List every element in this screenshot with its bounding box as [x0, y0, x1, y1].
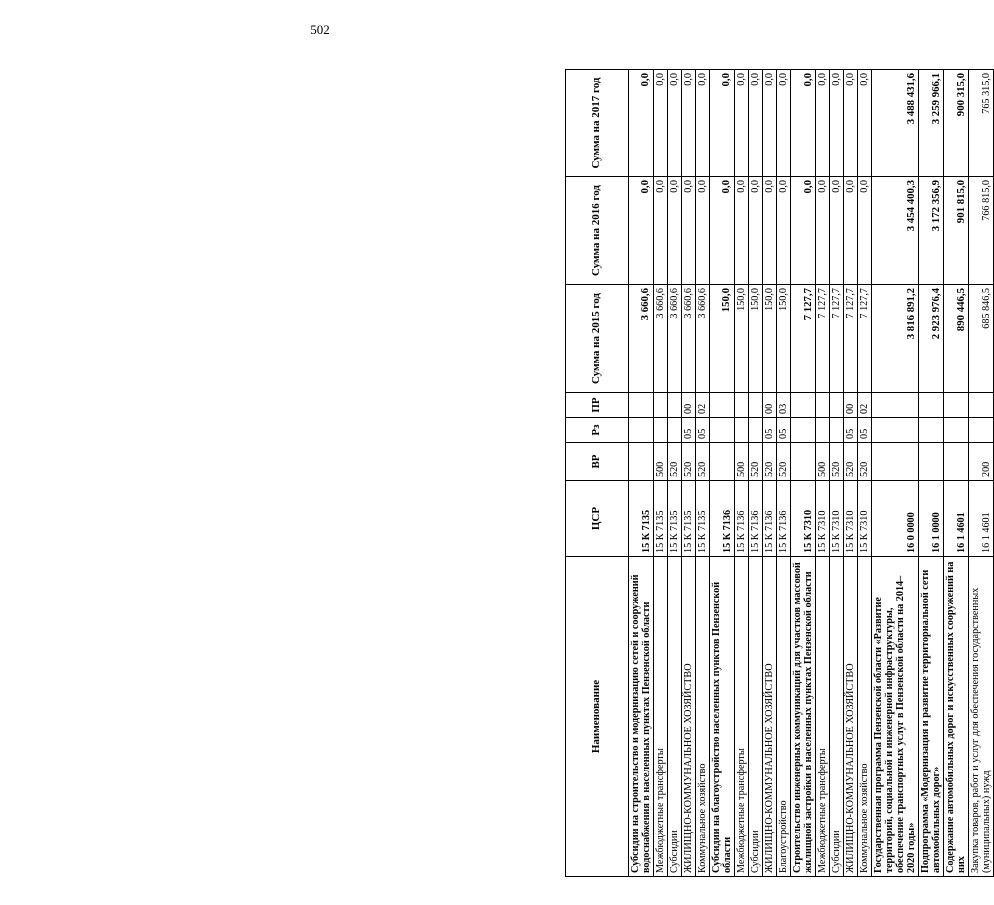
- cell-pr: [969, 393, 994, 418]
- table-row: [629, 70, 654, 877]
- cell-sum-2016: 766 815,0: [969, 177, 994, 285]
- cell-csr: 16 1 4601: [944, 481, 969, 557]
- cell-name: Субсидии: [830, 557, 844, 877]
- cell-sum-2017: 0,0: [791, 70, 816, 177]
- cell-sum-2016: 0,0: [682, 177, 696, 285]
- cell-rz: [710, 418, 735, 443]
- cell-name: Субсидии: [668, 557, 682, 877]
- cell-sum-2016: 3 454 400,3: [872, 177, 919, 285]
- cell-name: Коммунальное хозяйство: [858, 557, 872, 877]
- cell-csr: 15 К 7310: [791, 481, 816, 557]
- cell-vr: 500: [654, 443, 668, 481]
- cell-sum-2017: 0,0: [749, 70, 763, 177]
- cell-csr: 15 К 7310: [858, 481, 872, 557]
- cell-sum-2015: 7 127,7: [816, 285, 830, 393]
- cell-vr: 520: [858, 443, 872, 481]
- table-row: [816, 70, 830, 877]
- cell-name: Закупка товаров, работ и услуг для обеспечения государственных (муниципальных) нужд: [969, 557, 994, 877]
- cell-sum-2016: 0,0: [816, 177, 830, 285]
- cell-rz: 05: [777, 418, 791, 443]
- cell-sum-2016: 0,0: [791, 177, 816, 285]
- cell-csr: 16 0 0000: [872, 481, 919, 557]
- cell-sum-2016: 0,0: [668, 177, 682, 285]
- cell-vr: [944, 443, 969, 481]
- cell-pr: 00: [763, 393, 777, 418]
- rotated-table-wrapper: [565, 69, 994, 877]
- table-row: [858, 70, 872, 877]
- table-row: [749, 70, 763, 877]
- cell-sum-2015: 890 446,5: [944, 285, 969, 393]
- cell-rz: 05: [858, 418, 872, 443]
- header-sum-2015: Сумма на 2015 год: [566, 285, 629, 393]
- table-row: [696, 70, 710, 877]
- table-row: [710, 70, 735, 877]
- header-name: Наименование: [566, 557, 629, 877]
- cell-sum-2015: 3 660,6: [629, 285, 654, 393]
- cell-pr: 00: [844, 393, 858, 418]
- cell-vr: 520: [682, 443, 696, 481]
- cell-sum-2016: 0,0: [749, 177, 763, 285]
- cell-sum-2016: 0,0: [777, 177, 791, 285]
- cell-sum-2016: 901 815,0: [944, 177, 969, 285]
- cell-sum-2015: 3 660,6: [682, 285, 696, 393]
- cell-sum-2017: 0,0: [844, 70, 858, 177]
- table-row: [944, 70, 969, 877]
- header-row: [566, 70, 629, 877]
- cell-name: Межбюджетные трансферты: [735, 557, 749, 877]
- cell-name: Субсидии на строительство и модернизацию сетей и сооружений водоснабжения в населенных пунктах Пензенской области: [629, 557, 654, 877]
- page-number: 502: [310, 22, 330, 37]
- cell-name: Субсидии: [749, 557, 763, 877]
- table-row: [654, 70, 668, 877]
- cell-name: ЖИЛИЩНО-КОММУНАЛЬНОЕ ХОЗЯЙСТВО: [844, 557, 858, 877]
- cell-sum-2017: 0,0: [816, 70, 830, 177]
- cell-pr: 03: [777, 393, 791, 418]
- cell-sum-2016: 0,0: [830, 177, 844, 285]
- cell-vr: [710, 443, 735, 481]
- cell-rz: [816, 418, 830, 443]
- cell-name: Благоустройство: [777, 557, 791, 877]
- cell-sum-2016: 0,0: [696, 177, 710, 285]
- cell-csr: 15 К 7136: [777, 481, 791, 557]
- cell-csr: 15 К 7136: [749, 481, 763, 557]
- cell-rz: 05: [844, 418, 858, 443]
- cell-sum-2016: 0,0: [844, 177, 858, 285]
- cell-rz: [735, 418, 749, 443]
- table-body: [629, 70, 994, 877]
- cell-pr: [944, 393, 969, 418]
- cell-pr: [654, 393, 668, 418]
- cell-csr: 15 К 7135: [696, 481, 710, 557]
- cell-sum-2015: 150,0: [749, 285, 763, 393]
- cell-name: Государственная программа Пензенской области «Развитие территорий, социальной и инженерной инфраструктуры, обеспечение транспортных услуг в Пензенской области на 2014–2020 годы»: [872, 557, 919, 877]
- header-vr: ВР: [566, 443, 629, 481]
- cell-vr: 520: [777, 443, 791, 481]
- cell-sum-2017: 765 315,0: [969, 70, 994, 177]
- cell-sum-2017: 900 315,0: [944, 70, 969, 177]
- cell-sum-2017: 0,0: [654, 70, 668, 177]
- cell-sum-2015: 7 127,7: [858, 285, 872, 393]
- cell-rz: [629, 418, 654, 443]
- table-row: [682, 70, 696, 877]
- cell-sum-2015: 3 816 891,2: [872, 285, 919, 393]
- cell-name: Строительство инженерных коммуникаций для участков массовой жилищной застройки в населенных пунктах Пензенской области: [791, 557, 816, 877]
- header-csr: ЦСР: [566, 481, 629, 557]
- cell-sum-2017: 0,0: [763, 70, 777, 177]
- cell-pr: [816, 393, 830, 418]
- table-row: [791, 70, 816, 877]
- cell-vr: 520: [668, 443, 682, 481]
- cell-rz: [919, 418, 944, 443]
- cell-name: Межбюджетные трансферты: [654, 557, 668, 877]
- cell-pr: [629, 393, 654, 418]
- cell-csr: 16 1 4601: [969, 481, 994, 557]
- cell-vr: [872, 443, 919, 481]
- cell-csr: 15 К 7135: [682, 481, 696, 557]
- cell-sum-2016: 0,0: [858, 177, 872, 285]
- header-pr: ПР: [566, 393, 629, 418]
- table-row: [919, 70, 944, 877]
- budget-table: [565, 69, 994, 877]
- cell-rz: [969, 418, 994, 443]
- cell-pr: [668, 393, 682, 418]
- cell-name: ЖИЛИЩНО-КОММУНАЛЬНОЕ ХОЗЯЙСТВО: [682, 557, 696, 877]
- cell-sum-2015: 7 127,7: [830, 285, 844, 393]
- cell-pr: 02: [858, 393, 872, 418]
- cell-csr: 15 К 7136: [710, 481, 735, 557]
- cell-sum-2015: 3 660,6: [654, 285, 668, 393]
- header-sum-2017: Сумма на 2017 год: [566, 70, 629, 177]
- cell-vr: [791, 443, 816, 481]
- cell-pr: [830, 393, 844, 418]
- cell-sum-2017: 0,0: [629, 70, 654, 177]
- cell-pr: 00: [682, 393, 696, 418]
- table-row: [763, 70, 777, 877]
- cell-vr: 500: [735, 443, 749, 481]
- cell-rz: 05: [763, 418, 777, 443]
- cell-csr: 15 К 7136: [763, 481, 777, 557]
- cell-vr: [919, 443, 944, 481]
- cell-name: Субсидии на благоустройство населенных пунктов Пензенской области: [710, 557, 735, 877]
- cell-sum-2016: 3 172 356,9: [919, 177, 944, 285]
- cell-sum-2015: 3 660,6: [696, 285, 710, 393]
- cell-vr: [629, 443, 654, 481]
- cell-name: Содержание автомобильных дорог и искусственных сооружений на них: [944, 557, 969, 877]
- cell-csr: 15 К 7136: [735, 481, 749, 557]
- cell-sum-2017: 0,0: [735, 70, 749, 177]
- cell-csr: 15 К 7310: [844, 481, 858, 557]
- table-row: [872, 70, 919, 877]
- cell-pr: [735, 393, 749, 418]
- cell-sum-2016: 0,0: [710, 177, 735, 285]
- cell-sum-2016: 0,0: [629, 177, 654, 285]
- cell-vr: 520: [844, 443, 858, 481]
- cell-sum-2015: 150,0: [777, 285, 791, 393]
- cell-pr: [710, 393, 735, 418]
- cell-sum-2017: 3 488 431,6: [872, 70, 919, 177]
- cell-csr: 15 К 7135: [668, 481, 682, 557]
- table-row: [844, 70, 858, 877]
- cell-csr: 15 К 7310: [816, 481, 830, 557]
- table-row: [668, 70, 682, 877]
- cell-sum-2017: 0,0: [696, 70, 710, 177]
- cell-vr: 520: [696, 443, 710, 481]
- cell-name: Межбюджетные трансферты: [816, 557, 830, 877]
- cell-sum-2015: 150,0: [763, 285, 777, 393]
- cell-sum-2017: 0,0: [830, 70, 844, 177]
- cell-sum-2016: 0,0: [654, 177, 668, 285]
- cell-sum-2017: 0,0: [777, 70, 791, 177]
- cell-rz: [791, 418, 816, 443]
- cell-rz: [872, 418, 919, 443]
- cell-sum-2015: 7 127,7: [844, 285, 858, 393]
- header-sum-2016: Сумма на 2016 год: [566, 177, 629, 285]
- cell-sum-2015: 150,0: [735, 285, 749, 393]
- cell-csr: 15 К 7310: [830, 481, 844, 557]
- cell-vr: 520: [830, 443, 844, 481]
- cell-name: Подпрограмма «Модернизация и развитие территориальной сети автомобильных дорог»: [919, 557, 944, 877]
- cell-rz: [654, 418, 668, 443]
- cell-name: ЖИЛИЩНО-КОММУНАЛЬНОЕ ХОЗЯЙСТВО: [763, 557, 777, 877]
- cell-pr: [791, 393, 816, 418]
- cell-csr: 16 1 0000: [919, 481, 944, 557]
- cell-sum-2017: 3 259 966,1: [919, 70, 944, 177]
- cell-sum-2017: 0,0: [668, 70, 682, 177]
- table-row: [830, 70, 844, 877]
- cell-pr: [919, 393, 944, 418]
- cell-vr: 500: [816, 443, 830, 481]
- cell-sum-2017: 0,0: [858, 70, 872, 177]
- cell-sum-2017: 0,0: [682, 70, 696, 177]
- cell-vr: 520: [763, 443, 777, 481]
- cell-sum-2015: 685 846,5: [969, 285, 994, 393]
- header-rz: Рз: [566, 418, 629, 443]
- cell-rz: [944, 418, 969, 443]
- cell-pr: [749, 393, 763, 418]
- cell-sum-2015: 150,0: [710, 285, 735, 393]
- cell-pr: [872, 393, 919, 418]
- cell-sum-2016: 0,0: [735, 177, 749, 285]
- cell-vr: 200: [969, 443, 994, 481]
- cell-csr: 15 К 7135: [629, 481, 654, 557]
- cell-name: Коммунальное хозяйство: [696, 557, 710, 877]
- cell-rz: [749, 418, 763, 443]
- cell-rz: [830, 418, 844, 443]
- table-row: [969, 70, 994, 877]
- cell-vr: 520: [749, 443, 763, 481]
- cell-rz: 05: [682, 418, 696, 443]
- cell-sum-2015: 2 923 976,4: [919, 285, 944, 393]
- cell-sum-2015: 7 127,7: [791, 285, 816, 393]
- cell-pr: 02: [696, 393, 710, 418]
- cell-sum-2015: 3 660,6: [668, 285, 682, 393]
- cell-csr: 15 К 7135: [654, 481, 668, 557]
- cell-sum-2017: 0,0: [710, 70, 735, 177]
- cell-rz: 05: [696, 418, 710, 443]
- table-row: [735, 70, 749, 877]
- cell-sum-2016: 0,0: [763, 177, 777, 285]
- cell-rz: [668, 418, 682, 443]
- table-row: [777, 70, 791, 877]
